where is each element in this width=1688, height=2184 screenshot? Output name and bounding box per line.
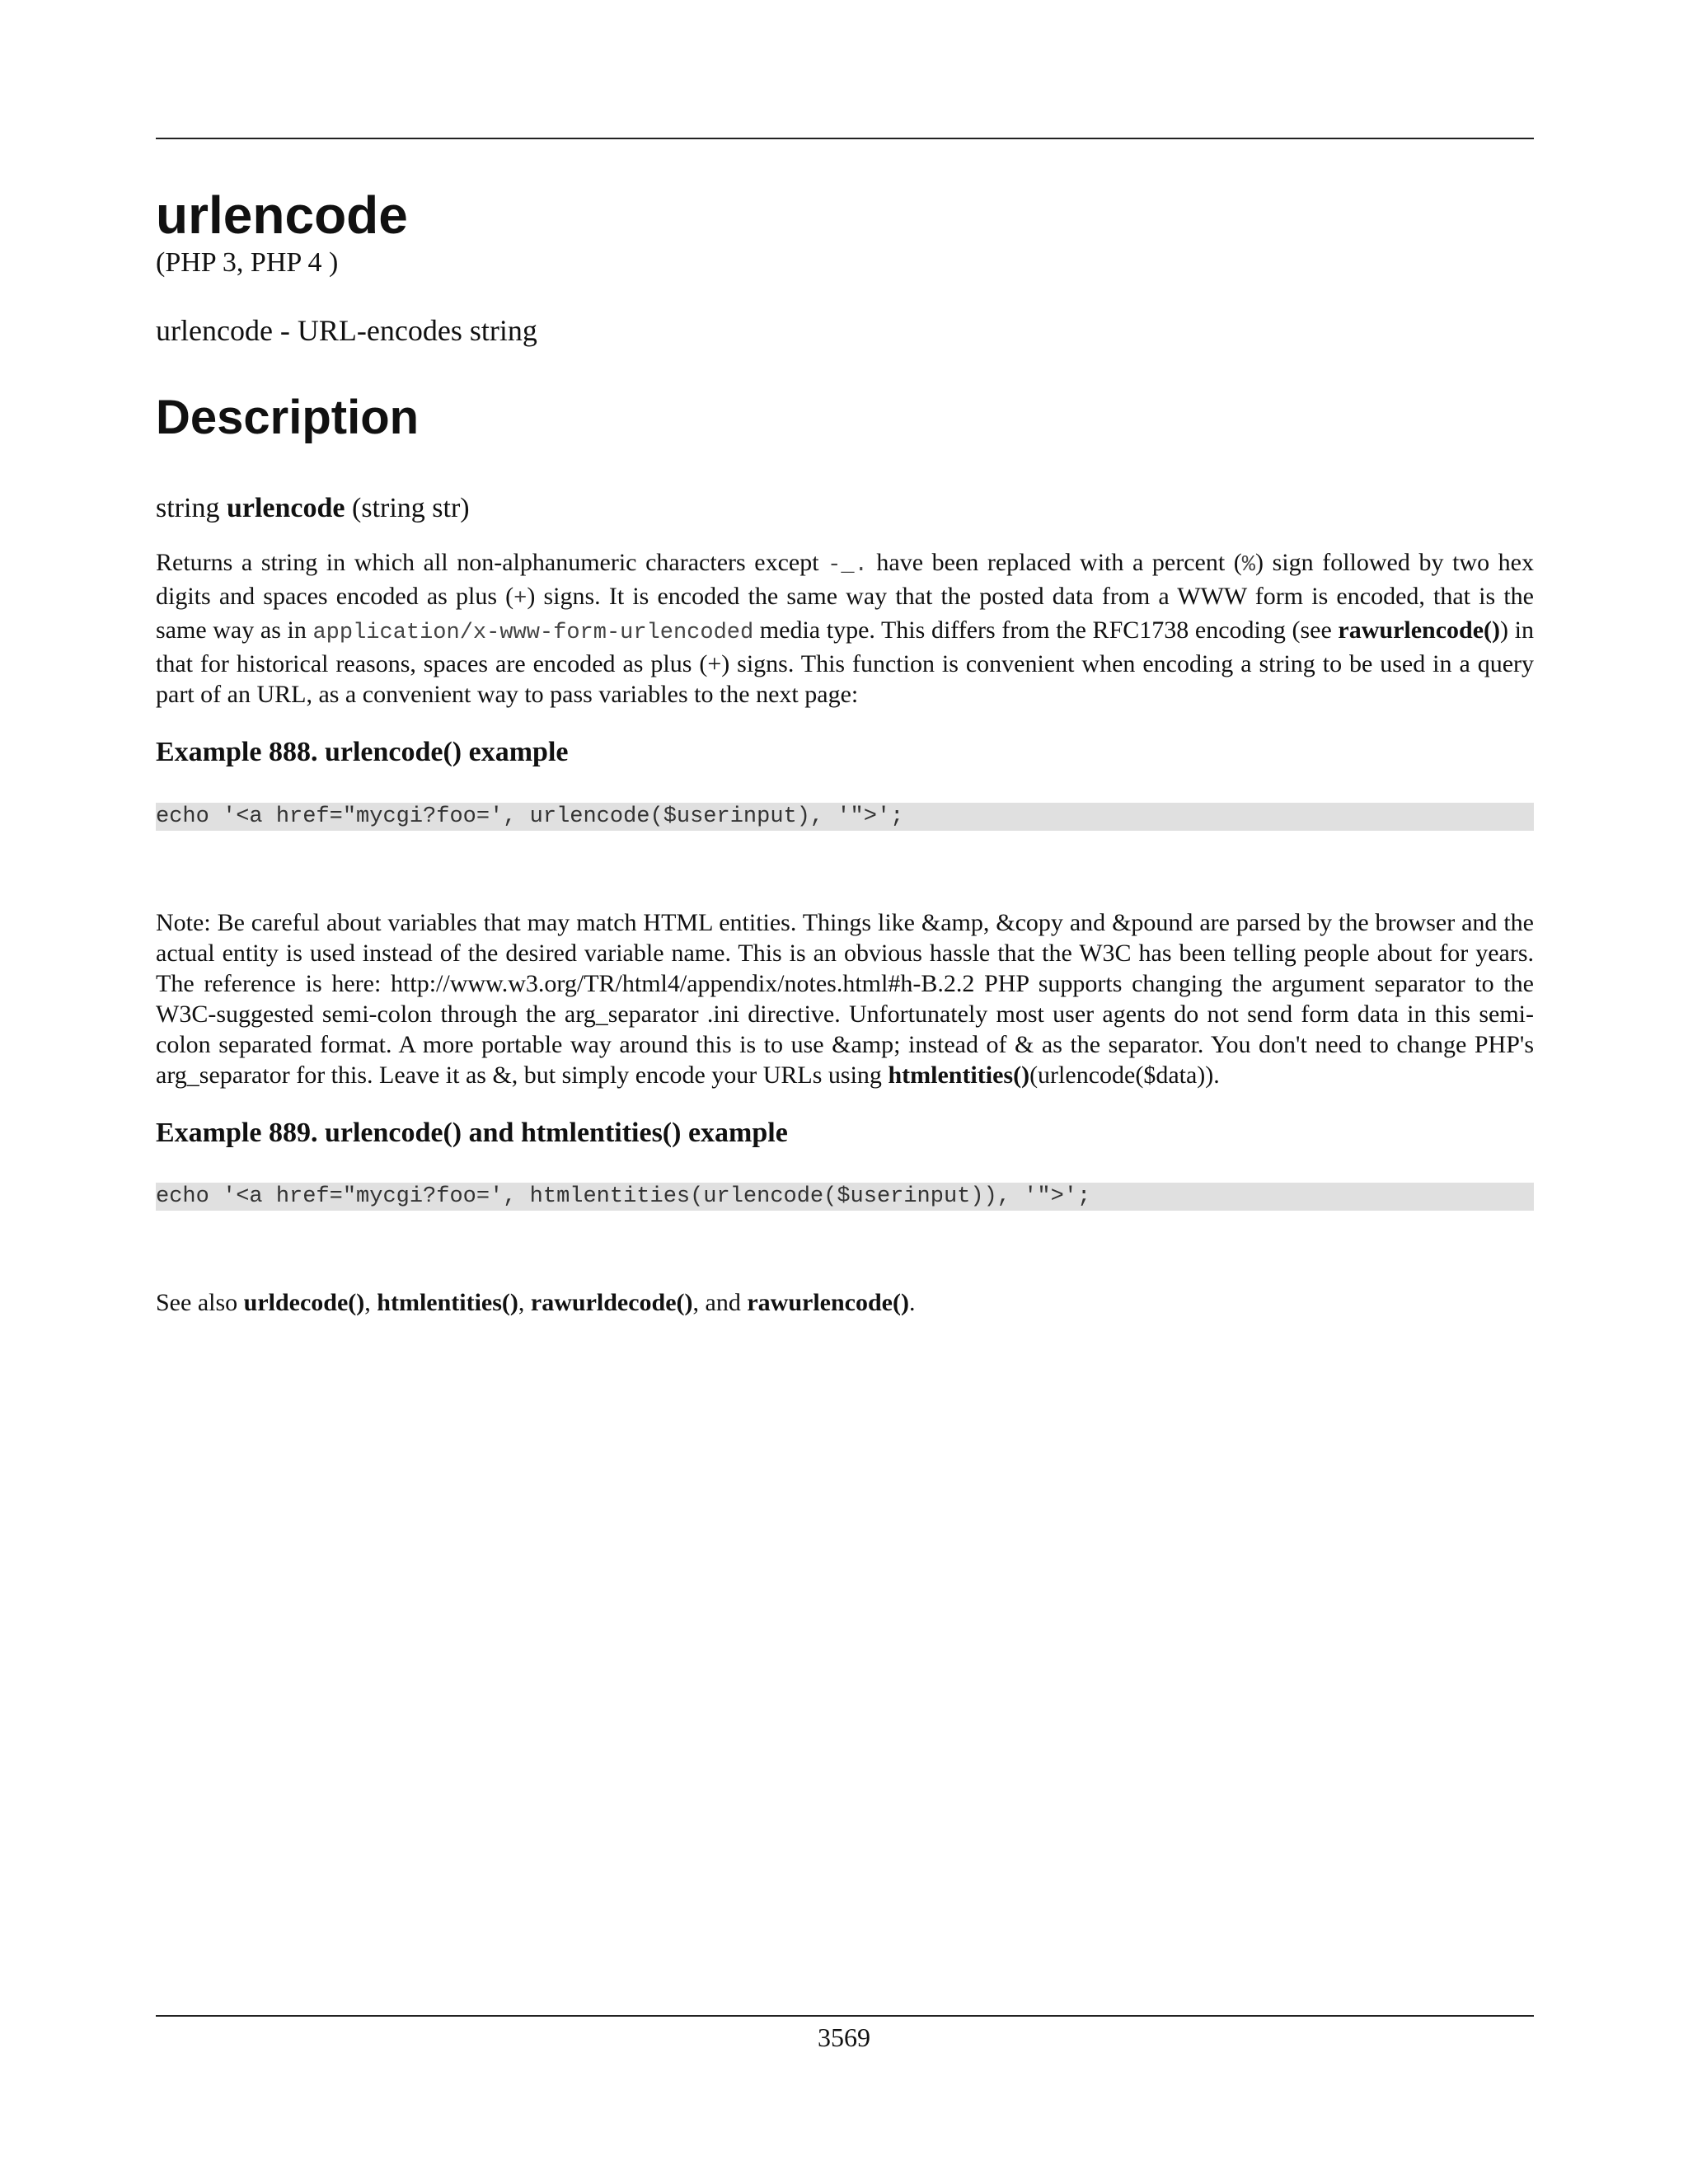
- desc-code-mime-type: application/x-www-form-urlencoded: [312, 620, 754, 645]
- description-paragraph: [156, 547, 1534, 710]
- note-text: (urlencode($data)).: [1029, 1061, 1220, 1089]
- desc-text: ) in that for historical reasons, spaces are encoded as plus (+) signs. This function is convenient when encoding a string to be used in a query part of an URL, as a convenient way to pass variables to the next page:: [156, 616, 1535, 708]
- see-also-text: See also: [156, 1289, 244, 1317]
- desc-text: Returns a string in which all non-alphanumeric characters except: [156, 548, 828, 576]
- rawurldecode-link[interactable]: rawurldecode(): [530, 1289, 693, 1317]
- header-rule: [156, 138, 1534, 139]
- example-888-title: Example 888. urlencode() example: [156, 736, 569, 767]
- example-889-title: Example 889. urlencode() and htmlentities() example: [156, 1117, 788, 1148]
- rawurlencode-link[interactable]: rawurlencode(): [747, 1289, 909, 1317]
- page-number: 3569: [818, 2022, 870, 2052]
- signature-function-name: urlencode: [226, 492, 345, 523]
- description-heading: Description: [156, 391, 420, 445]
- desc-code-plus: +: [513, 586, 528, 612]
- see-also-text: .: [908, 1289, 916, 1317]
- footer-rule: [156, 2015, 1534, 2017]
- note-paragraph: [156, 907, 1534, 1090]
- function-purpose: urlencode - URL-encodes string: [156, 313, 537, 347]
- signature-params: (string str): [345, 492, 470, 523]
- note-text: Note: Be careful about variables that may match HTML entities. Things like &amp, &copy and &pound are parsed by the browser and the actual entity is used instead of the desired variable name. This is an obvious hassle that the W3C has been telling people about for years. The reference is here: http://www.w3.org/TR/html4/appendix/notes.html#h-B.2.2 PHP supports changing the argument separator to the W3C-suggested semi-colon through the arg_separator .ini directive. Unfortunately most user agents do not send form data in this semi-colon separated format. A more portable way around this is to use &amp; instead of & as the separator. You don't need to change PHP's arg_separator for this. Leave it as &, but simply encode your URLs using: [156, 908, 1534, 1089]
- htmlentities-link[interactable]: htmlentities(): [377, 1289, 518, 1317]
- page-title: urlencode: [156, 185, 408, 245]
- page-content: [156, 185, 1535, 1318]
- see-also-text: , and: [692, 1289, 748, 1317]
- desc-text: ) sign followed by two hex digits and spaces encoded as plus (: [156, 548, 1534, 610]
- desc-text: media type. This differs from the RFC1738 encoding (see: [753, 616, 1339, 644]
- desc-code-percent: %: [1241, 552, 1255, 578]
- php-versions: (PHP 3, PHP 4 ): [156, 247, 339, 279]
- see-also-text: ,: [518, 1289, 531, 1317]
- desc-text: ) signs. It is encoded the same way that the posted data from a WWW form is encoded, that is the same way as in: [156, 582, 1534, 644]
- rawurlencode-link[interactable]: rawurlencode(): [1338, 616, 1501, 644]
- see-also-paragraph: [156, 1287, 1534, 1318]
- example-889-code: echo '<a href="mycgi?foo=', htmlentities(urlencode($userinput)), '">';: [156, 1183, 1534, 1211]
- function-signature: [156, 492, 1534, 526]
- see-also-text: ,: [364, 1289, 377, 1317]
- example-888-code: echo '<a href="mycgi?foo=', urlencode($userinput), '">';: [156, 803, 1534, 831]
- signature-return-type: string: [156, 492, 227, 523]
- htmlentities-link[interactable]: htmlentities(): [888, 1061, 1030, 1089]
- desc-text: have been replaced with a percent (: [867, 548, 1242, 576]
- desc-code-chars: -_.: [828, 552, 868, 578]
- urldecode-link[interactable]: urldecode(): [243, 1289, 365, 1317]
